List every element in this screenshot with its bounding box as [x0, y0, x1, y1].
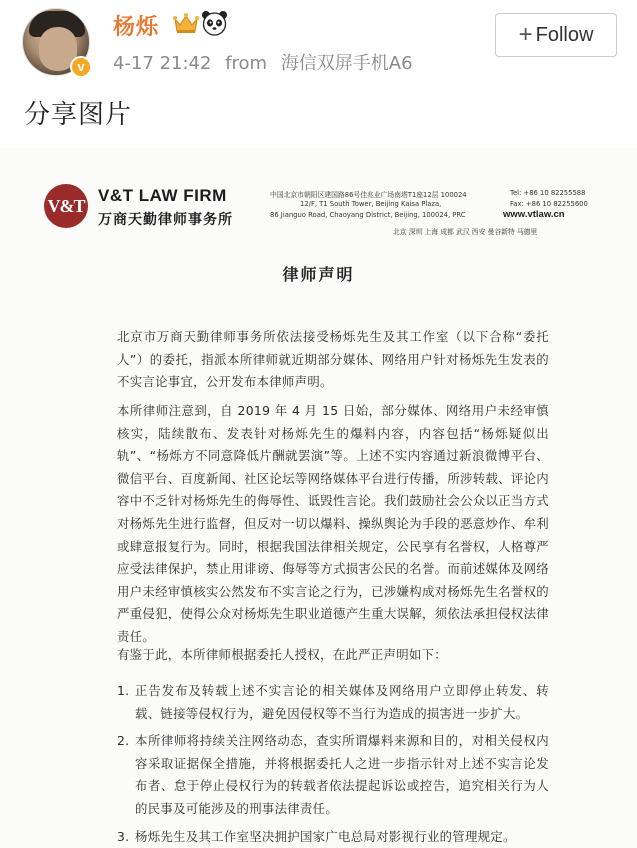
post-header	[0, 0, 637, 90]
statement-item-number: 1.	[117, 683, 130, 698]
username[interactable]: 杨烁	[113, 15, 160, 40]
verified-icon: v	[70, 56, 92, 78]
plus-icon: +	[518, 21, 533, 48]
document-title: 律师声明	[282, 265, 355, 284]
statement-item-number: 2.	[117, 733, 130, 748]
statement-item	[117, 680, 549, 725]
firm-address-cn: 中国北京市朝阳区建国路86号佳兆业广场南塔T1座12层 100024	[270, 191, 467, 199]
statement-item-number: 3.	[117, 829, 130, 844]
body-paragraph: 本所律师注意到，自 2019 年 4 月 15 日始，部分媒体、网络用户未经审慎核实，陆续散布、发表针对杨烁先生的爆料内容，内容包括“杨烁疑似出轨”、“杨烁方不同意降低片酬就罢演”等。上述不实内容通过新浪微博平台、微信平台、百度新闻、社区论坛等网络媒体平台进行传播，所涉转载、评论内容中不乏针对杨烁先生的侮辱性、诋毁性言论。我们鼓励社会公众以正当方式对杨烁先生进行监督，但反对一切以爆料、操纵舆论为手段的恶意炒作、牟利或肆意报复行为。同时，根据我国法律相关规定，公民享有名誉权，人格尊严应受法律保护，禁止用诽谤、侮辱等方式损害公民的名誉。而前述媒体及网络用户未经审慎核实公然发布不实言论之行为，已涉嫌构成对杨烁先生名誉权的严重侵犯，使得公众对杨烁先生职业道德产生重大误解，须依法承担侵权法律责任。	[117, 403, 549, 644]
letter-image[interactable]	[0, 148, 637, 848]
statement-item	[117, 730, 549, 820]
panda-icon	[201, 9, 228, 36]
firm-address-en-line2: 86 Jianguo Road, Chaoyang District, Beijing, 100024, PRC	[270, 211, 466, 219]
post-source-device[interactable]: 海信双屏手机A6	[280, 53, 413, 74]
statement-item-text: 杨烁先生及其工作室坚决拥护国家广电总局对影视行业的管理规定。	[135, 829, 516, 844]
firm-cities: 北京 深圳 上海 成都 武汉 西安 曼谷新特 马德里	[393, 228, 538, 236]
firm-fax: Fax: +86 10 82255600	[510, 200, 588, 208]
firm-tel: Tel: +86 10 82255588	[510, 189, 586, 197]
firm-website: www.vtlaw.cn	[503, 209, 565, 220]
follow-label: Follow	[535, 23, 594, 46]
intro-paragraph: 北京市万商天勤律师事务所依法接受杨烁先生及其工作室（以下合称“委托人”）的委托，指派本所律师就近期部分媒体、网络用户针对杨烁先生发表的不实言论事宜，公开发布本律师声明。	[117, 329, 549, 390]
follow-button[interactable]	[495, 13, 617, 57]
firm-address-en-line1: 12/F, T1 South Tower, Beijing Kaisa Plaza,	[300, 200, 442, 208]
lead-paragraph: 有鉴于此，本所律师根据委托人授权，在此严正声明如下：	[117, 647, 447, 662]
statement-item	[117, 826, 549, 848]
firm-logo: V&T	[44, 184, 88, 228]
firm-name-cn: 万商天勤律师事务所	[98, 212, 233, 228]
post-meta	[113, 49, 421, 75]
firm-name-en: V&T LAW FIRM	[98, 186, 227, 205]
statement-item-text: 本所律师将持续关注网络动态，查实所谓爆料来源和目的，对相关侵权内容采取证据保全措施，并将根据委托人之进一步指示针对上述不实言论发布者、怠于停止侵权行为的转载者依法提起诉讼或控告，追究相关行为人的民事及可能涉及的刑事法律责任。	[135, 733, 549, 816]
post-source-prefix: from	[225, 53, 268, 74]
post-timestamp: 4-17 21:42	[113, 53, 212, 74]
crown-icon	[172, 11, 200, 35]
post-text: 分享图片	[24, 100, 133, 130]
statement-item-text: 正告发布及转载上述不实言论的相关媒体及网络用户立即停止转发、转载、链接等侵权行为，避免因侵权等不当行为造成的损害进一步扩大。	[135, 683, 549, 721]
